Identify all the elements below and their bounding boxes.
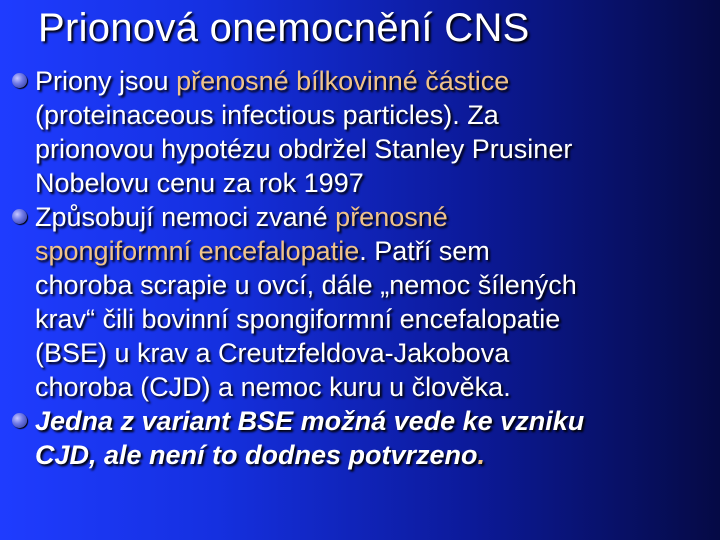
bullet-item <box>10 64 710 200</box>
highlight-text: přenosné bílkovinné částice <box>176 66 510 96</box>
text-run: . Patří sem <box>359 236 490 266</box>
bullet-dot-icon <box>12 413 27 428</box>
bullet-list <box>10 64 710 472</box>
bullet-dot-icon <box>12 73 27 88</box>
text-run: Nobelovu cenu za rok 1997 <box>35 168 364 198</box>
text-run: choroba scrapie u ovcí, dále „nemoc šílených <box>35 270 577 300</box>
text-line <box>35 166 710 200</box>
text-line <box>35 64 710 98</box>
slide-title: Prionová onemocnění CNS <box>38 6 530 50</box>
text-run: prionovou hypotézu obdržel Stanley Prusiner <box>35 134 573 164</box>
highlight-text: přenosné <box>335 202 448 232</box>
bullet-item <box>10 200 710 404</box>
text-line <box>35 370 710 404</box>
text-line <box>35 336 710 370</box>
text-line <box>35 132 710 166</box>
text-run: Priony jsou <box>35 66 177 96</box>
text-line <box>35 302 710 336</box>
text-line <box>35 200 710 234</box>
bullet-dot-icon <box>12 209 27 224</box>
text-run: (proteinaceous infectious particles). Za <box>35 100 499 130</box>
text-run: krav“ čili bovinní spongiformní encefalopatie <box>35 304 561 334</box>
text-run: Způsobují nemoci zvané <box>35 202 336 232</box>
text-line <box>35 268 710 302</box>
text-run: Jedna z variant BSE možná vede ke vzniku <box>35 406 585 436</box>
text-line <box>35 438 710 472</box>
bullet-item <box>10 404 710 472</box>
highlight-text: . <box>477 440 486 470</box>
text-line <box>35 98 710 132</box>
text-run: CJD, ale není to dodnes potvrzeno <box>35 440 478 470</box>
highlight-text: spongiformní encefalopatie <box>35 236 360 266</box>
text-run: choroba (CJD) a nemoc kuru u člověka. <box>35 372 511 402</box>
text-line <box>35 234 710 268</box>
text-line <box>35 404 710 438</box>
text-run: (BSE) u krav a Creutzfeldova-Jakobova <box>35 338 510 368</box>
